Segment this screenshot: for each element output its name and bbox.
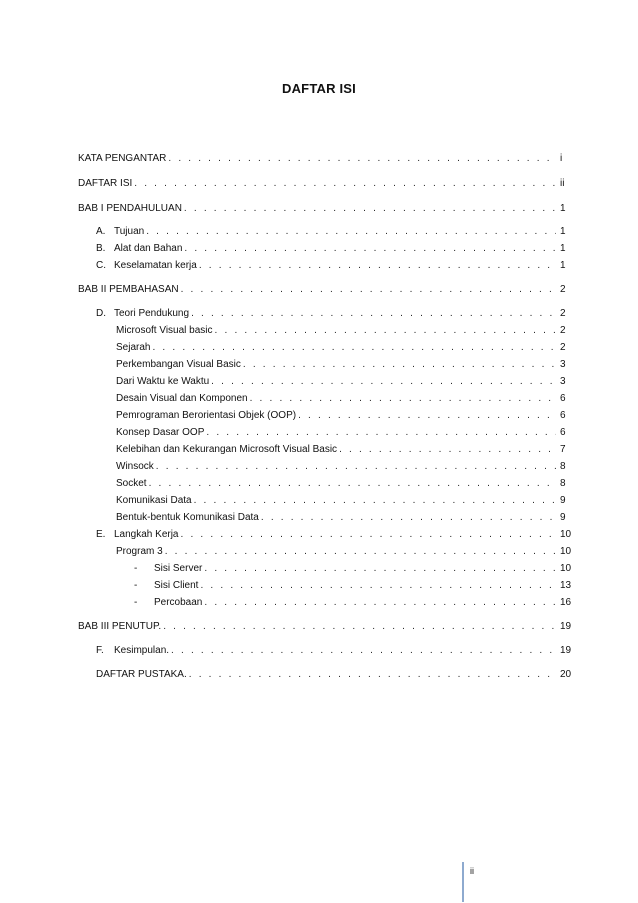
dot-leader xyxy=(243,358,556,372)
dot-leader xyxy=(156,460,556,474)
toc-entry-number: E. xyxy=(96,529,106,540)
toc-entry-page: 19 xyxy=(560,645,572,656)
toc-entry-label: BAB III PENUTUP. xyxy=(78,621,162,632)
toc-entry-page: i xyxy=(560,153,563,164)
toc-entry-page: 6 xyxy=(560,427,566,438)
dot-leader xyxy=(152,341,556,355)
toc-entry-label: Program 3 xyxy=(116,546,163,557)
toc-entry-label: Pemrograman Berorientasi Objek (OOP) xyxy=(116,410,297,421)
toc-entry-label: Socket xyxy=(116,478,147,489)
toc-entry-number: D. xyxy=(96,308,106,319)
dot-leader xyxy=(191,307,556,321)
toc-entry-label: Komunikasi Data xyxy=(116,495,192,506)
dot-leader xyxy=(165,545,556,559)
toc-entry-page: 10 xyxy=(560,529,572,540)
footer-page-number: ii xyxy=(470,866,474,876)
toc-entry-bullet: - xyxy=(134,563,138,574)
toc-entry-daftar-pustaka[interactable] xyxy=(96,668,572,682)
toc-entry-page: 8 xyxy=(560,461,566,472)
toc-entry-perkembangan-visual-basic[interactable] xyxy=(116,358,566,372)
toc-entry-tujuan[interactable] xyxy=(96,225,566,239)
toc-entry-page: 2 xyxy=(560,325,566,336)
toc-entry-page: 2 xyxy=(560,284,566,295)
toc-entry-daftar-isi[interactable] xyxy=(78,177,565,191)
toc-entry-percobaan[interactable] xyxy=(134,596,572,610)
toc-entry-komunikasi-data[interactable] xyxy=(116,494,566,508)
toc-entry-label: BAB I PENDAHULUAN xyxy=(78,203,182,214)
toc-entry-page: 7 xyxy=(560,444,566,455)
toc-entry-number: F. xyxy=(96,645,104,656)
toc-entry-page: 10 xyxy=(560,563,572,574)
dot-leader xyxy=(181,528,557,542)
toc-entry-page: 1 xyxy=(560,226,566,237)
dot-leader xyxy=(206,426,556,440)
toc-entry-pemrograman-oop[interactable] xyxy=(116,409,566,423)
page-title: DAFTAR ISI xyxy=(282,81,356,96)
toc-entry-bentuk-komunikasi-data[interactable] xyxy=(116,511,566,525)
toc-entry-label: KATA PENGANTAR xyxy=(78,153,167,164)
dot-leader xyxy=(168,152,556,166)
toc-entry-label: Tujuan xyxy=(114,226,145,237)
dot-leader xyxy=(200,579,556,593)
toc-entry-number: C. xyxy=(96,260,106,271)
toc-entry-page: 2 xyxy=(560,308,566,319)
dot-leader xyxy=(204,562,556,576)
dot-leader xyxy=(181,283,556,297)
toc-entry-label: Sisi Client xyxy=(154,580,199,591)
dot-leader xyxy=(134,177,556,191)
toc-entry-winsock[interactable] xyxy=(116,460,566,474)
toc-entry-page: 10 xyxy=(560,546,572,557)
toc-entry-langkah-kerja[interactable] xyxy=(96,528,572,542)
dot-leader xyxy=(189,668,556,682)
toc-entry-page: 9 xyxy=(560,512,566,523)
toc-entry-label: Sisi Server xyxy=(154,563,203,574)
toc-entry-page: 1 xyxy=(560,243,566,254)
toc-entry-kelebihan-kekurangan[interactable] xyxy=(116,443,566,457)
toc-entry-label: Dari Waktu ke Waktu xyxy=(116,376,210,387)
dot-leader xyxy=(149,477,556,491)
toc-entry-label: Winsock xyxy=(116,461,154,472)
dot-leader xyxy=(184,202,556,216)
toc-entry-bab-2[interactable] xyxy=(78,283,566,297)
toc-entry-socket[interactable] xyxy=(116,477,566,491)
toc-entry-konsep-dasar-oop[interactable] xyxy=(116,426,566,440)
dot-leader xyxy=(171,644,556,658)
toc-entry-label: Percobaan xyxy=(154,597,203,608)
toc-entry-page: 6 xyxy=(560,410,566,421)
toc-entry-label: Sejarah xyxy=(116,342,151,353)
toc-entry-label: Kesimpulan. xyxy=(114,645,170,656)
toc-entry-label: Alat dan Bahan xyxy=(114,243,183,254)
toc-entry-page: 2 xyxy=(560,342,566,353)
dot-leader xyxy=(194,494,556,508)
toc-entry-bullet: - xyxy=(134,580,138,591)
toc-entry-dari-waktu-ke-waktu[interactable] xyxy=(116,375,566,389)
toc-entry-label: Kelebihan dan Kekurangan Microsoft Visual Basic xyxy=(116,444,338,455)
toc-entry-page: 20 xyxy=(560,669,572,680)
toc-entry-label: Microsoft Visual basic xyxy=(116,325,213,336)
dot-leader xyxy=(215,324,556,338)
toc-entry-keselamatan-kerja[interactable] xyxy=(96,259,566,273)
toc-entry-page: 8 xyxy=(560,478,566,489)
toc-entry-label: Teori Pendukung xyxy=(114,308,190,319)
toc-entry-page: 1 xyxy=(560,203,566,214)
toc-entry-page: 3 xyxy=(560,359,566,370)
toc-entry-kata-pengantar[interactable] xyxy=(78,152,563,166)
dot-leader xyxy=(184,242,556,256)
toc-entry-sisi-server[interactable] xyxy=(134,562,572,576)
toc-entry-label: DAFTAR PUSTAKA. xyxy=(96,669,187,680)
toc-entry-kesimpulan[interactable] xyxy=(96,644,572,658)
toc-entry-label: Bentuk-bentuk Komunikasi Data xyxy=(116,512,259,523)
dot-leader xyxy=(204,596,556,610)
toc-entry-bab-3[interactable] xyxy=(78,620,572,634)
toc-entry-bullet: - xyxy=(134,597,138,608)
toc-entry-page: 9 xyxy=(560,495,566,506)
toc-entry-label: DAFTAR ISI xyxy=(78,178,133,189)
toc-entry-page: 13 xyxy=(560,580,572,591)
toc-entry-label: BAB II PEMBAHASAN xyxy=(78,284,179,295)
toc-entry-program-3[interactable] xyxy=(116,545,572,559)
dot-leader xyxy=(250,392,556,406)
toc-entry-desain-visual[interactable] xyxy=(116,392,566,406)
toc-entry-bab-1[interactable] xyxy=(78,202,566,216)
toc-entry-page: 6 xyxy=(560,393,566,404)
dot-leader xyxy=(199,259,556,273)
toc-entry-number: A. xyxy=(96,226,106,237)
toc-entry-sejarah[interactable] xyxy=(116,341,566,355)
toc-entry-alat-dan-bahan[interactable] xyxy=(96,242,566,256)
dot-leader xyxy=(211,375,556,389)
toc-entry-microsoft-visual-basic[interactable] xyxy=(116,324,566,338)
toc-entry-number: B. xyxy=(96,243,106,254)
dot-leader xyxy=(261,511,556,525)
toc-entry-page: 3 xyxy=(560,376,566,387)
toc-entry-label: Konsep Dasar OOP xyxy=(116,427,205,438)
dot-leader xyxy=(339,443,556,457)
dot-leader xyxy=(298,409,556,423)
toc-entry-page: 19 xyxy=(560,621,572,632)
footer-divider xyxy=(462,862,464,902)
toc-entry-teori-pendukung[interactable] xyxy=(96,307,566,321)
toc-entry-page: 16 xyxy=(560,597,572,608)
toc-entry-sisi-client[interactable] xyxy=(134,579,572,593)
toc-entry-label: Perkembangan Visual Basic xyxy=(116,359,241,370)
toc-entry-page: ii xyxy=(560,178,565,189)
toc-entry-page: 1 xyxy=(560,260,566,271)
dot-leader xyxy=(163,620,556,634)
toc-entry-label: Langkah Kerja xyxy=(114,529,179,540)
toc-entry-label: Keselamatan kerja xyxy=(114,260,197,271)
toc-entry-label: Desain Visual dan Komponen xyxy=(116,393,248,404)
dot-leader xyxy=(146,225,556,239)
